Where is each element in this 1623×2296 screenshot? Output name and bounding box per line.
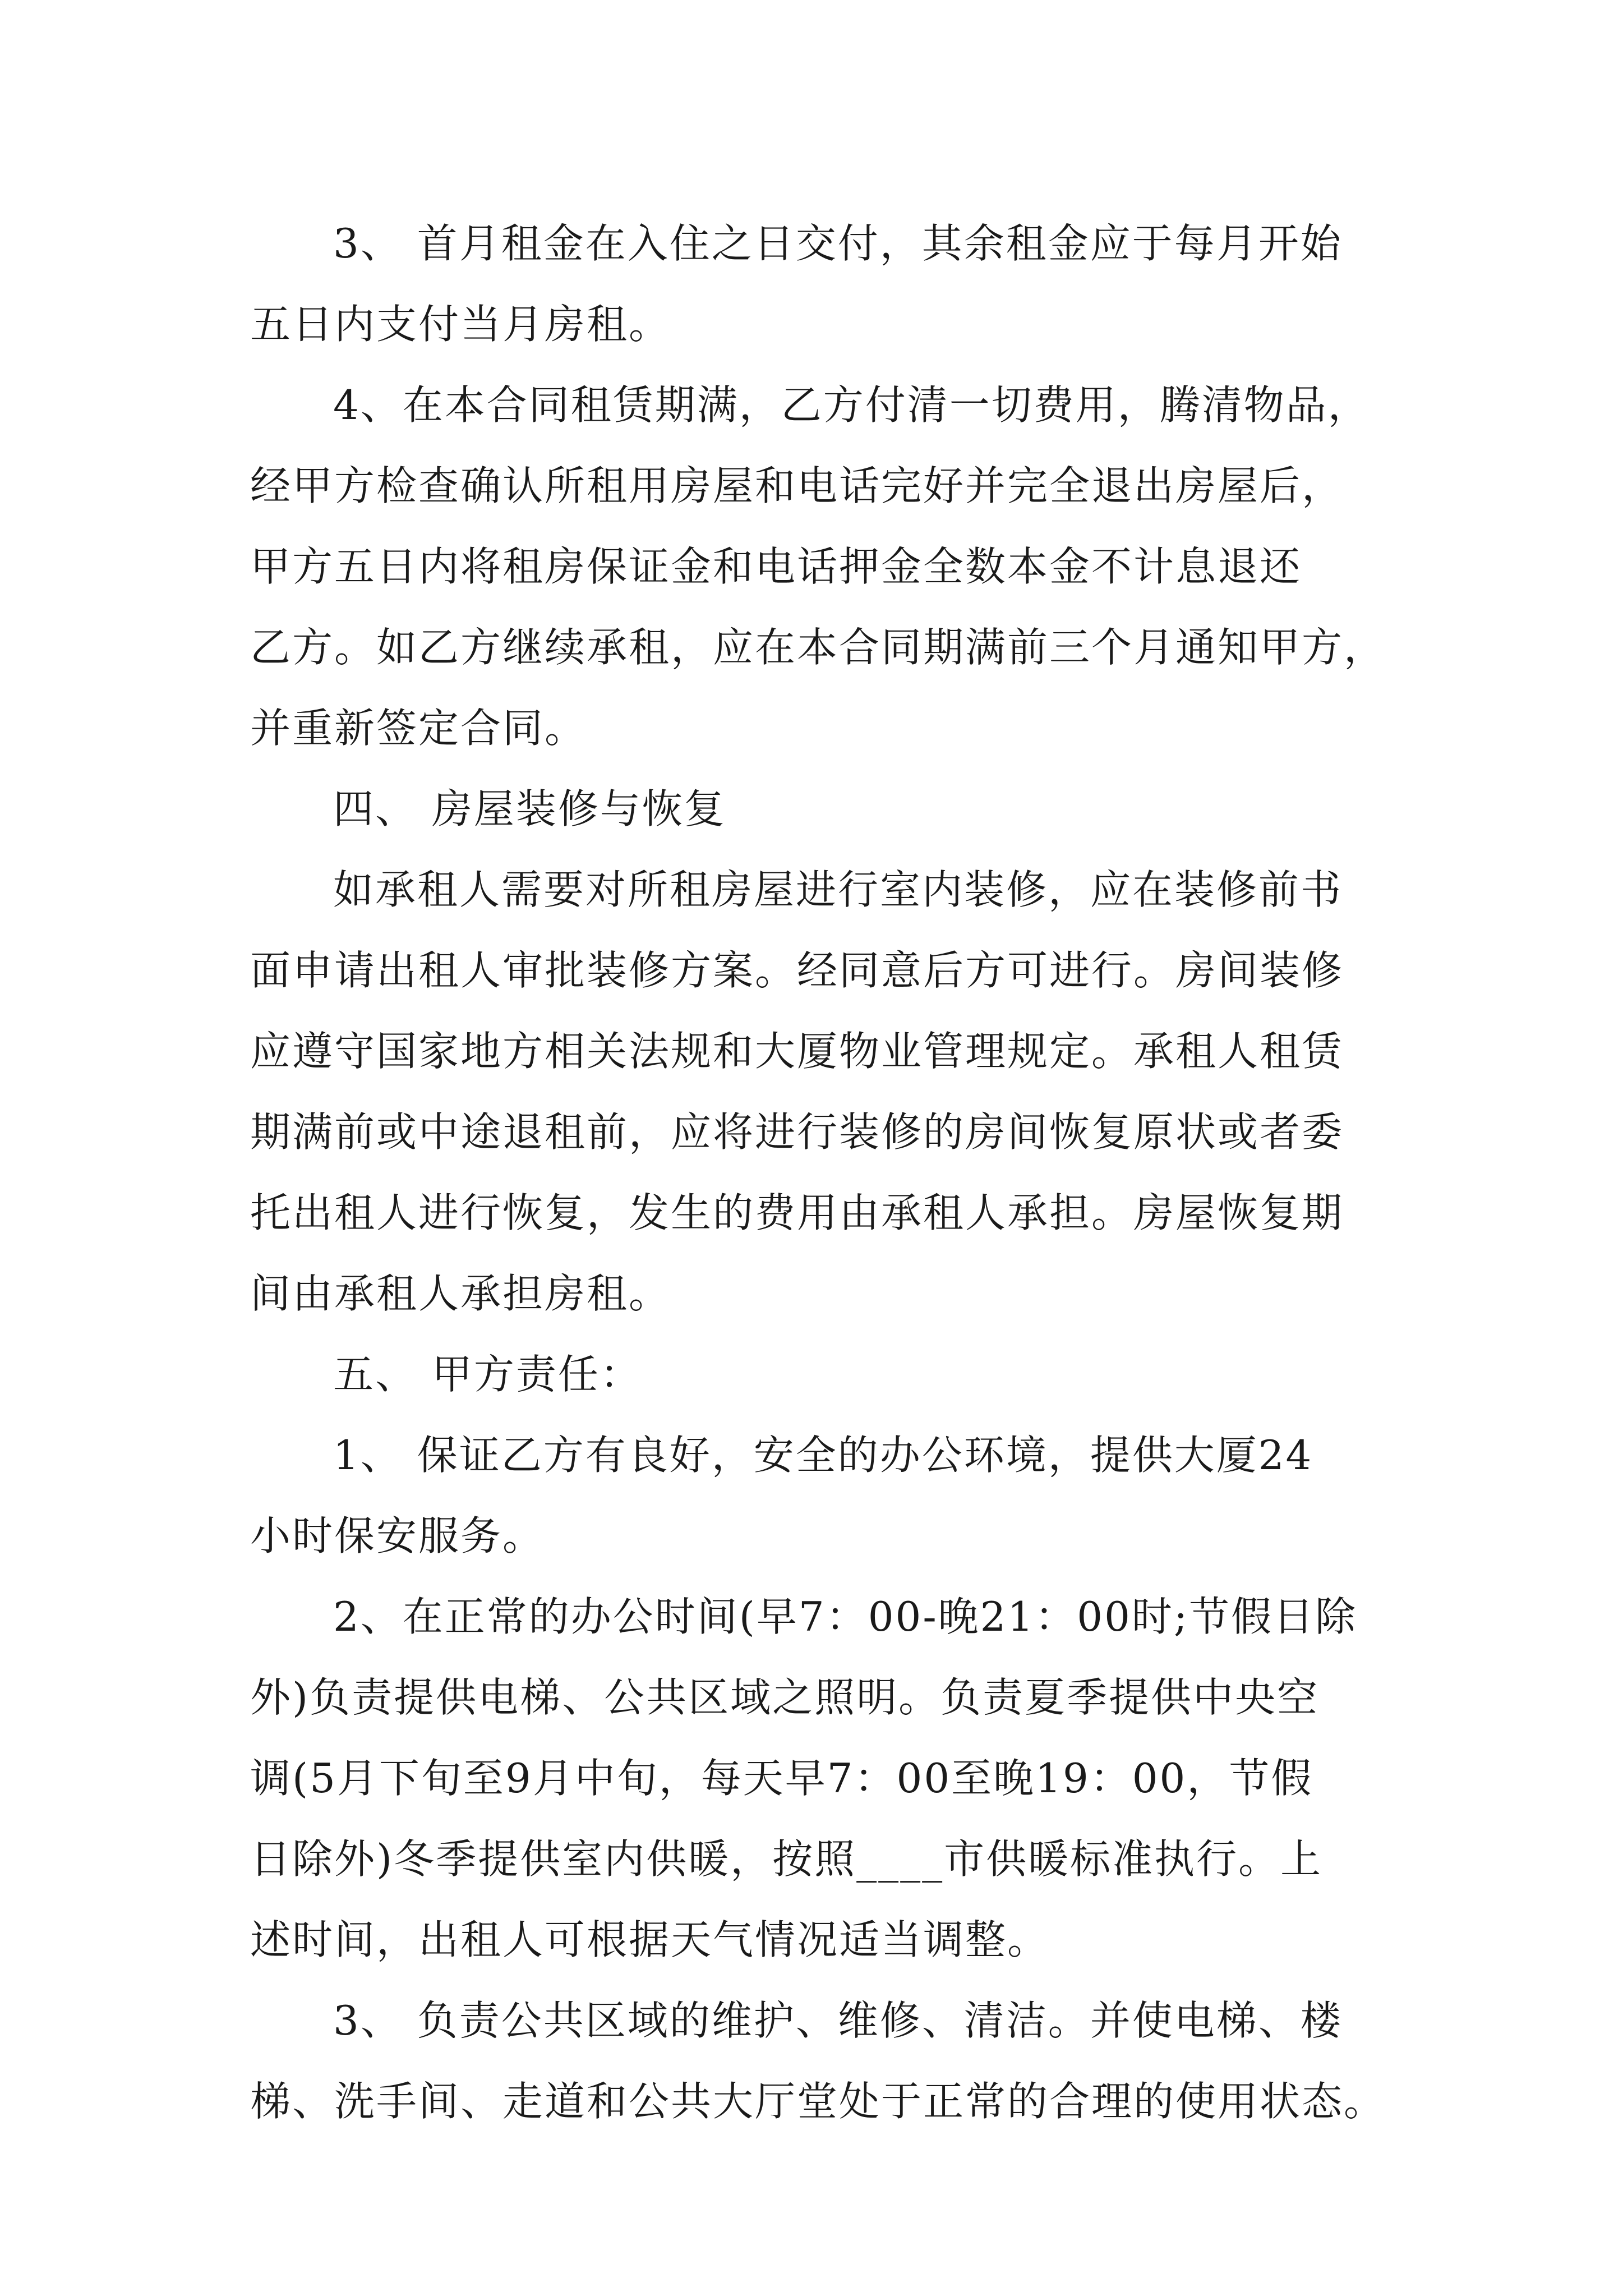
text-line: 并重新签定合同。: [250, 705, 587, 752]
document-body: [250, 203, 1386, 2142]
text-line: 托出租人进行恢复，发生的费用由承租人承担。房屋恢复期: [250, 1189, 1344, 1236]
section-heading-renovation: [250, 769, 1372, 849]
heading-line: 五、 甲方责任：: [333, 1351, 642, 1398]
text-line: 面申请出租人审批装修方案。经同意后方可进行。房间装修: [250, 947, 1344, 994]
text-line: 3、 首月租金在入住之日交付，其余租金应于每月开始: [333, 220, 1343, 267]
text-line: 经甲方检查确认所租用房屋和电话完好并完全退出房屋后，: [250, 462, 1344, 509]
text-line: 小时保安服务。: [250, 1512, 545, 1559]
paragraph-renovation-body: [250, 849, 1372, 1334]
text-line: 外)负责提供电梯、公共区域之照明。负责夏季提供中央空: [250, 1674, 1320, 1721]
text-line: 如承租人需要对所租房屋进行室内装修，应在装修前书: [333, 866, 1343, 913]
text-line: 4、在本合同租赁期满，乙方付清一切费用，腾清物品，: [333, 381, 1370, 429]
text-line: 间由承租人承担房租。: [250, 1270, 671, 1317]
text-line: 梯、洗手间、走道和公共大厅堂处于正常的合理的使用状态。: [250, 2078, 1386, 2125]
paragraph-clause-5-2: [250, 1576, 1372, 1980]
paragraph-clause-5-1: [250, 1415, 1372, 1576]
text-line: 述时间，出租人可根据天气情况适当调整。: [250, 1916, 1050, 1963]
text-line: 五日内支付当月房租。: [250, 301, 671, 348]
text-line: 应遵守国家地方相关法规和大厦物业管理规定。承租人租赁: [250, 1028, 1344, 1075]
text-line: 日除外)冬季提供室内供暖，按照____市供暖标准执行。上: [250, 1835, 1323, 1883]
paragraph-clause-3-1: [250, 203, 1372, 365]
paragraph-clause-5-3: [250, 1980, 1386, 2142]
text-line: 期满前或中途退租前，应将进行装修的房间恢复原状或者委: [250, 1108, 1344, 1156]
text-line: 1、 保证乙方有良好，安全的办公环境，提供大厦24: [333, 1432, 1313, 1479]
text-line: 甲方五日内将租房保证金和电话押金全数本金不计息退还: [250, 543, 1302, 590]
text-line: 2、在正常的办公时间(早7：00-晚21：00时;节假日除: [333, 1593, 1358, 1640]
text-line: 调(5月下旬至9月中旬，每天早7：00至晚19：00，节假: [250, 1755, 1313, 1802]
text-line: 3、 负责公共区域的维护、维修、清洁。并使电梯、楼: [333, 1997, 1343, 2044]
paragraph-clause-3-4: [250, 365, 1386, 769]
text-line: 乙方。如乙方继续承租，应在本合同期满前三个月通知甲方，: [250, 624, 1386, 671]
heading-line: 四、 房屋装修与恢复: [333, 785, 726, 832]
section-heading-party-a-duties: [250, 1334, 1372, 1415]
